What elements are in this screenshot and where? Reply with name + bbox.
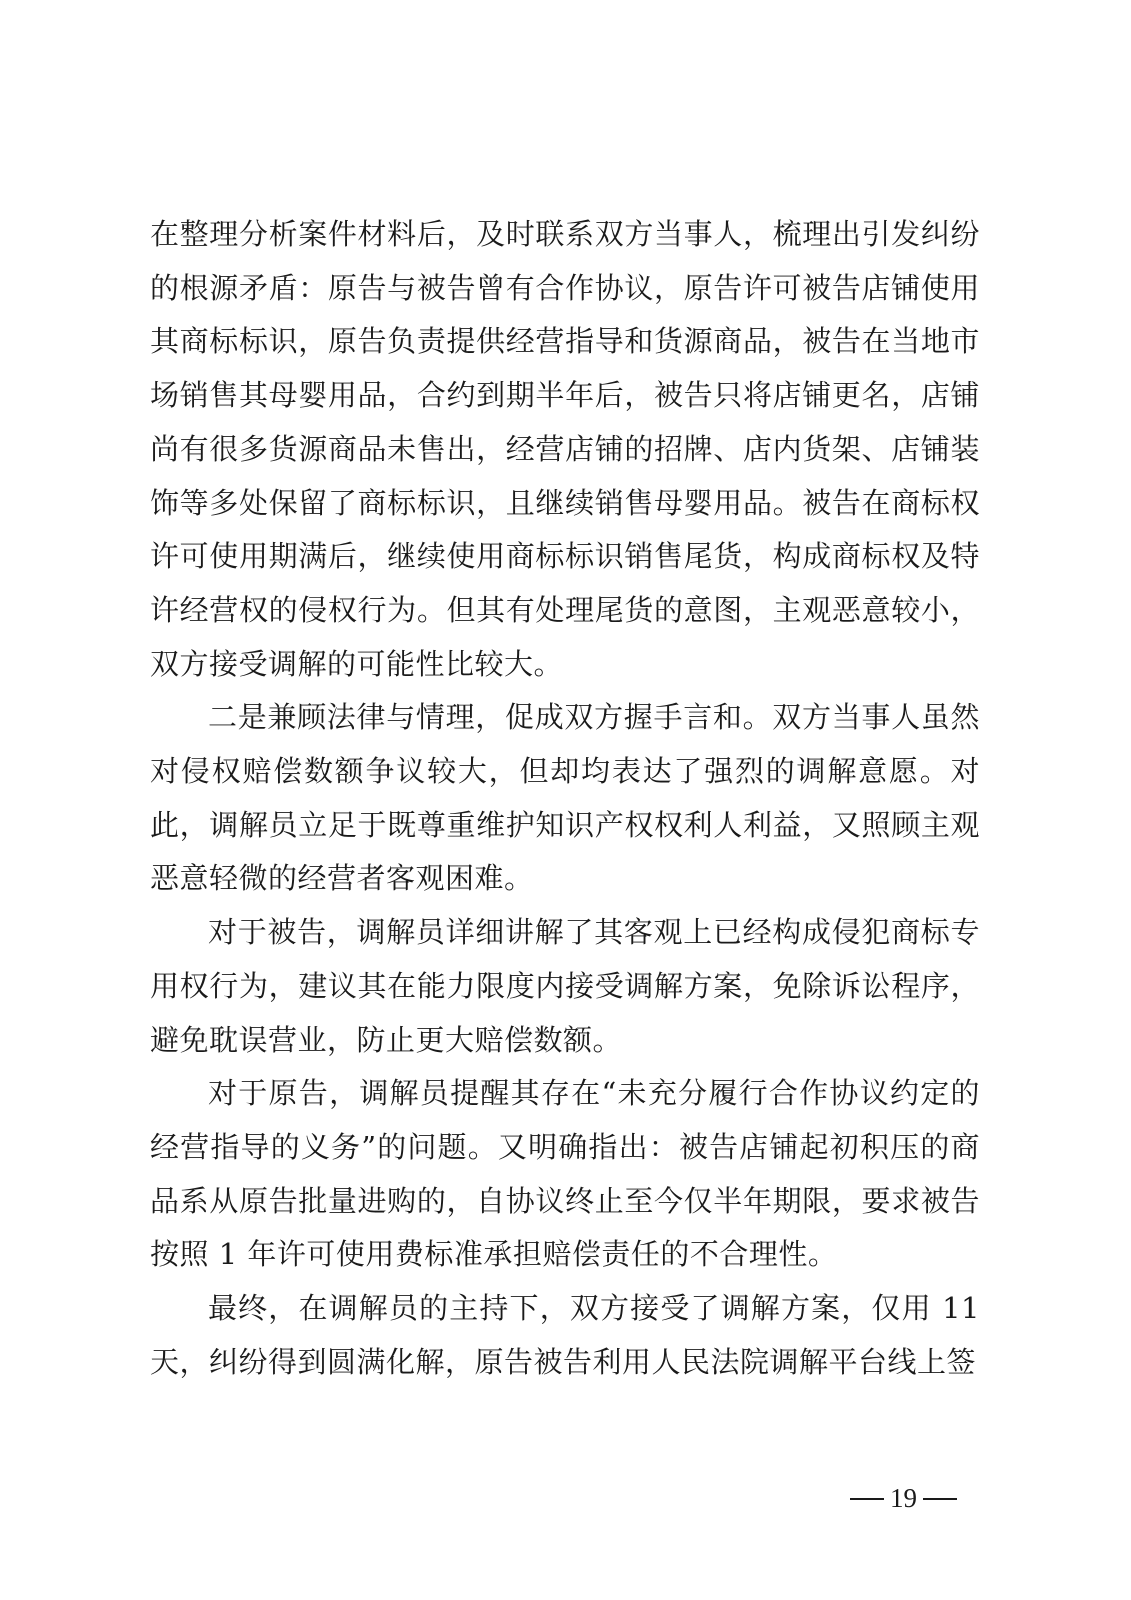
- paragraph-for-defendant: 对于被告，调解员详细讲解了其客观上已经构成侵犯商标专用权行为，建议其在能力限度内接受调解方案，免除诉讼程序，避免耽误营业，防止更大赔偿数额。: [150, 915, 980, 1057]
- paragraph-outcome: 最终，在调解员的主持下，双方接受了调解方案，仅用 11 天，纠纷得到圆满化解，原告被告利用人民法院调解平台线上签: [150, 1291, 980, 1379]
- paragraph-case-analysis: 在整理分析案件材料后，及时联系双方当事人，梳理出引发纠纷的根源矛盾：原告与被告曾有合作协议，原告许可被告店铺使用其商标标识，原告负责提供经营指导和货源商品，被告在当地市场销售其母婴用品，合约到期半年后，被告只将店铺更名，店铺尚有很多货源商品未售出，经营店铺的招牌、店内货架、店铺装饰等多处保留了商标标识，且继续销售母婴用品。被告在商标权许可使用期满后，继续使用商标标识销售尾货，构成商标权及特许经营权的侵权行为。但其有处理尾货的意图，主观恶意较小，双方接受调解的可能性比较大。: [150, 217, 980, 681]
- page-number-left-dash: [850, 1498, 884, 1500]
- paragraph-for-plaintiff: 对于原告，调解员提醒其存在“未充分履行合作协议约定的经营指导的义务”的问题。又明确指出：被告店铺起初积压的商品系从原告批量进购的，自协议终止至今仅半年期限，要求被告按照 1 年许可使用费标准承担赔偿责任的不合理性。: [150, 1076, 980, 1272]
- paragraph-law-and-reason: 二是兼顾法律与情理，促成双方握手言和。双方当事人虽然对侵权赔偿数额争议较大，但却均表达了强烈的调解意愿。对此，调解员立足于既尊重维护知识产权权利人利益，又照顾主观恶意轻微的经营者客观困难。: [150, 700, 980, 896]
- page-number-right-dash: [923, 1498, 957, 1500]
- document-body: [150, 208, 980, 1389]
- page-number-footer: [844, 1478, 963, 1518]
- page-number: 19: [890, 1483, 917, 1513]
